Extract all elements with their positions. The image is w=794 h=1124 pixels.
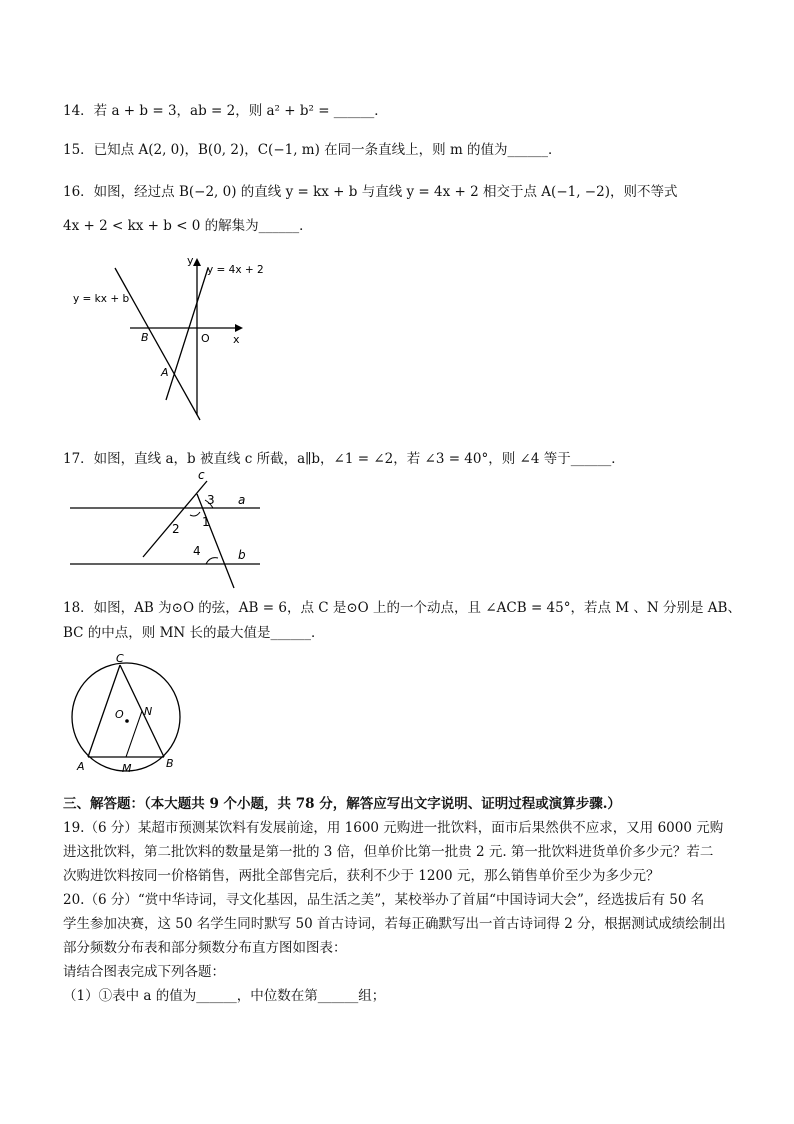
fig16-line2-label: y = kx + b (73, 293, 130, 305)
fig17-angle-3: 3 (207, 493, 215, 507)
figure-18 (60, 650, 195, 778)
question-14: 14．若 a + b = 3，ab = 2，则 a² + b² = ______． (63, 103, 388, 119)
section-3-heading: 三、解答题：（本大题共 9 个小题，共 78 分，解答应写出文字说明、证明过程或演算步骤.） (63, 796, 621, 812)
fig18-point-n: N (144, 705, 153, 718)
fig16-line1-label: y = 4x + 2 (207, 264, 264, 276)
fig16-point-a: A (161, 366, 169, 379)
fig16-x-axis-label: x (233, 333, 240, 346)
question-19-line1: 19.（6 分）某超市预测某饮料有发展前途，用 1600 元购进一批饮料，面市后果然供不应求，又用 6000 元购 (63, 820, 724, 836)
fig17-angle-1: 1 (202, 515, 210, 529)
question-18-line2: BC 的中点，则 MN 长的最大值是______． (63, 625, 325, 641)
question-20-line2: 学生参加决赛，这 50 名学生同时默写 50 首古诗词，若每正确默写出一首古诗词得 2 分，根据测试成绩绘制出 (63, 916, 726, 932)
fig17-angle-4: 4 (193, 544, 201, 558)
fig18-point-m: M (122, 762, 132, 775)
question-20-line1: 20.（6 分）“赏中华诗词，寻文化基因，品生活之美”，某校举办了首届“中国诗词大会”，经选拔后有 50 名 (63, 892, 705, 908)
question-17: 17．如图，直线 a，b 被直线 c 所截，a∥b，∠1 = ∠2，若 ∠3 = 40°，则 ∠4 等于______． (63, 451, 625, 467)
question-16-line1: 16．如图，经过点 B(−2, 0) 的直线 y = kx + b 与直线 y = 4x + 2 相交于点 A(−1, −2)，则不等式 (63, 184, 678, 200)
fig18-point-b: B (166, 757, 174, 770)
question-20-line5: （1）①表中 a 的值为______，中位数在第______组； (63, 988, 386, 1004)
question-20-line4: 请结合图表完成下列各题： (63, 964, 225, 980)
figure-16 (65, 250, 265, 430)
question-19-line3: 次购进饮料按同一价格销售，两批全部售完后，获利不少于 1200 元，那么销售单价至少为多少元？ (63, 868, 660, 884)
question-15: 15．已知点 A(2, 0)，B(0, 2)，C(−1, m) 在同一条直线上，则 m 的值为______． (63, 142, 562, 158)
fig17-line-b: b (238, 548, 246, 562)
fig17-line-a: a (238, 493, 246, 507)
question-16-line2: 4x + 2 < kx + b < 0 的解集为______． (63, 218, 313, 234)
fig16-point-o: O (201, 332, 210, 345)
fig16-y-axis-label: y (187, 254, 194, 267)
question-20-line3: 部分频数分布表和部分频数分布直方图如图表： (63, 940, 347, 956)
question-19-line2: 进这批饮料，第二批饮料的数量是第一批的 3 倍，但单价比第一批贵 2 元. 第一批饮料进货单价多少元？若二 (63, 844, 714, 860)
fig18-point-a: A (77, 760, 85, 773)
question-18-line1: 18．如图，AB 为⊙O 的弦，AB = 6，点 C 是⊙O 上的一个动点，且 ∠ACB = 45°，若点 M 、N 分别是 AB、 (63, 600, 741, 616)
fig18-point-c: C (116, 652, 124, 665)
fig17-line-c: c (198, 468, 205, 482)
fig18-point-o: O (115, 708, 124, 721)
fig16-point-b: B (141, 331, 149, 344)
fig17-angle-2: 2 (172, 522, 180, 536)
figure-17 (60, 468, 275, 593)
